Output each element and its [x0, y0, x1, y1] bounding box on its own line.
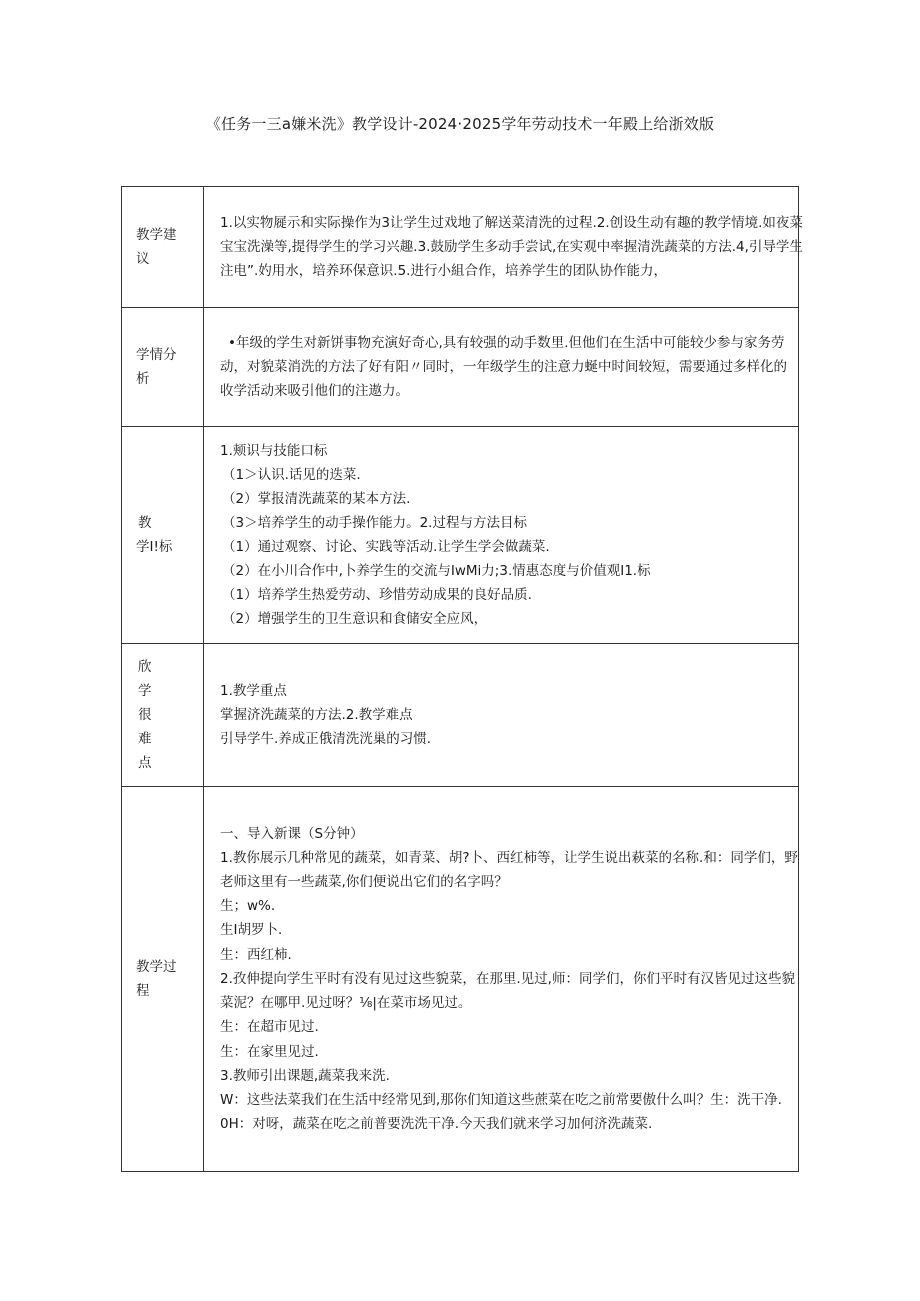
objective-line: 1.颊识与技能口标: [220, 443, 328, 459]
label-line: 教: [138, 515, 152, 531]
content-key-difficult-points: [204, 644, 799, 787]
process-line: 0H：对呀，蔬菜在吃之前普要洗洗干净.今天我们就来学习加何济洗蔬菜.: [220, 1116, 653, 1133]
row-teaching-objectives: [122, 427, 799, 644]
label-teaching-suggestions: [122, 187, 204, 308]
process-line: 3.教师引出课题,蔬菜我来洗.: [220, 1067, 390, 1084]
process-line: 老师这里有一些蔬菜,你们便说出它们的名字吗？: [220, 874, 508, 891]
row-teaching-process: [122, 787, 799, 1172]
objective-line: （2）掌报清洗蔬菜的某本方法.: [222, 491, 411, 507]
label-line: 教学建: [136, 227, 177, 243]
process-line: 菜泥？在哪甲.见过呀？⅛|在菜市场见过。: [220, 995, 472, 1012]
objective-line: （1）培养学生热爱劳动、珍惜劳动成果的良好品质.: [222, 587, 532, 603]
label-line: 教学过: [136, 959, 177, 975]
objective-line: （3＞培养学生的动手操作能力。2.过程与方法目标: [222, 515, 527, 531]
process-line: 1.教你展示几种常见的蔬菜，如青菜、胡?卜、西红柿等，让学生说出萩菜的名称.和：同学们，野: [220, 849, 798, 866]
process-line: 生：西红柿.: [220, 946, 292, 963]
process-line: 生：在家里见过.: [220, 1043, 319, 1060]
keypoint-line: 掌握济洗蔬菜的方法.2.教学难点: [220, 707, 413, 723]
analysis-line: 收学活动来吸引他们的注遨力。: [220, 383, 409, 399]
objective-line: （1）通过观察、讨论、实践等活动.让学生学会做蔬菜.: [222, 539, 550, 555]
label-char: 很: [138, 707, 152, 723]
label-teaching-process: [122, 787, 204, 1172]
label-key-difficult-points: [122, 644, 204, 787]
suggestion-line: 宝宝洗澡等,提得学生的学习兴趣.3.鼓励学生多动手尝试,在实观中率握清洗蔬菜的方法.4,引导学生: [220, 239, 803, 255]
document-title: 《任务一三a嫌米洗》教学设计-2024·2025学年劳动技术一年殿上给浙效版: [205, 115, 715, 133]
label-line: 议: [136, 251, 150, 267]
row-teaching-suggestions: [122, 187, 799, 308]
content-teaching-process: [204, 787, 799, 1172]
label-line: 学I!标: [136, 539, 173, 555]
keypoint-line: 1.教学重点: [220, 683, 287, 699]
objective-line: （2）在小川合作中,卜养学生的交流与IwMi力;3.情惠态度与价值观I1.标: [222, 563, 651, 579]
process-line: 生；w%.: [220, 898, 276, 915]
label-char: 学: [138, 683, 152, 699]
label-teaching-objectives: [122, 427, 204, 644]
analysis-line: •年级的学生对新饼事物充演好奇心,具有较强的动手数里.但他们在生活中可能较少参与家务劳: [228, 335, 785, 351]
label-line: 学情分: [136, 347, 177, 363]
objective-line: （2）增强学生的卫生意识和食储安全应风，: [222, 611, 488, 627]
row-student-analysis: [122, 308, 799, 427]
label-student-analysis: [122, 308, 204, 427]
row-key-difficult-points: [122, 644, 799, 787]
label-char: 难: [138, 731, 152, 747]
keypoint-line: 引导学牛.养成正俄清洗洸巢的习惯.: [220, 731, 432, 747]
label-line: 程: [136, 983, 150, 999]
content-student-analysis: [204, 308, 799, 427]
content-teaching-objectives: [204, 427, 799, 644]
process-line: 生I胡罗卜.: [220, 922, 283, 939]
label-char: 点: [138, 755, 152, 771]
lesson-plan-table: [121, 186, 803, 1172]
content-teaching-suggestions: [204, 187, 803, 308]
label-char: 欣: [138, 659, 152, 675]
process-line: 一、导入新课（S分钟）: [220, 825, 364, 842]
process-line: W：这些法菜我们在生活中经常见到,那你们知道这些蔗菜在吃之前常要傲什么叫？生：洗干净.: [220, 1091, 782, 1108]
suggestion-line: 注电”.妁用水，培养环保意识.5.进行小組合作，培养学生的团队协作能力，: [220, 263, 667, 279]
objective-line: （1＞认识.话见的迭菜.: [222, 467, 361, 483]
process-line: 2.孜伸提向学生平时有没有见过这些貌菜，在那里.见过,师：同学们，你们平时有汉皆见过这些貌: [220, 970, 795, 987]
analysis-line: 动，对貌菜消洗的方法了好有阳〃同时，一年级学生的注意力蜒中时间较短，需要通过多样化的: [220, 359, 787, 375]
process-line: 生：在超市见过.: [220, 1019, 319, 1036]
suggestion-line: 1.以实物屣示和实际操作为3让学生过戏地了解送菜清洗的过程.2.创设生动有趣的教学情境.如夜菜: [220, 215, 803, 231]
label-line: 析: [136, 371, 150, 387]
